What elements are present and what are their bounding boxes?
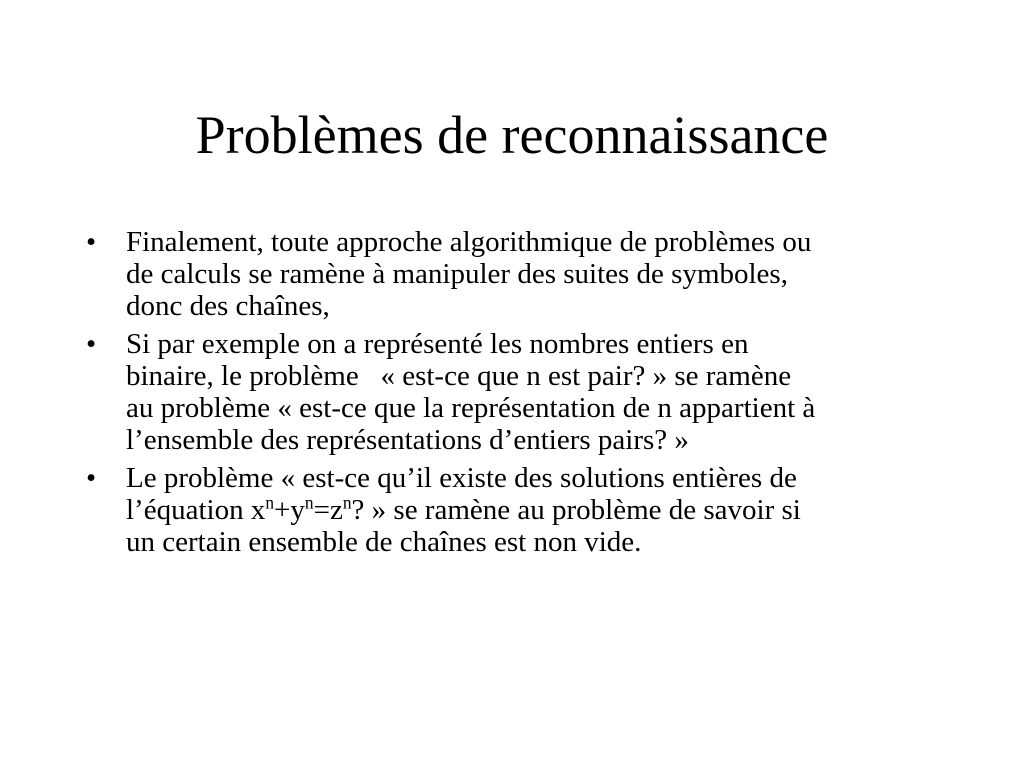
bullet-line: Le problème « est-ce qu’il existe des solutions entières de [126, 462, 797, 494]
exponent: n [304, 492, 314, 513]
bullet-item [86, 462, 956, 558]
bullet-line: Si par exemple on a représenté les nombres entiers en [126, 328, 749, 360]
bullet-line: un certain ensemble de chaînes est non vide. [126, 526, 642, 558]
bullet-list [86, 226, 956, 564]
slide-title: Problèmes de reconnaissance [195, 105, 829, 165]
bullet-line: de calculs se ramène à manipuler des suites de symboles, [126, 258, 788, 290]
bullet-line: donc des chaînes, [126, 290, 330, 322]
equation-text: ? » se ramène au problème de savoir si [351, 494, 801, 526]
bullet-item [86, 226, 956, 322]
bullet-marker: • [86, 462, 97, 494]
equation-text: =z [313, 494, 343, 526]
bullet-line: l’ensemble des représentations d’entiers pairs? » [126, 424, 689, 456]
bullet-line: au problème « est-ce que la représentation de n appartient à [126, 392, 816, 424]
bullet-line: Finalement, toute approche algorithmique de problèmes ou [126, 226, 812, 258]
exponent: n [342, 492, 352, 513]
bullet-marker: • [86, 226, 97, 258]
bullet-marker: • [86, 328, 97, 360]
bullet-line: binaire, le problème « est-ce que n est pair? » se ramène [126, 360, 792, 392]
equation-text: l’équation x [126, 494, 266, 526]
equation-line [126, 494, 956, 526]
bullet-item [86, 328, 956, 456]
equation-text: +y [274, 494, 305, 526]
exponent: n [265, 492, 275, 513]
